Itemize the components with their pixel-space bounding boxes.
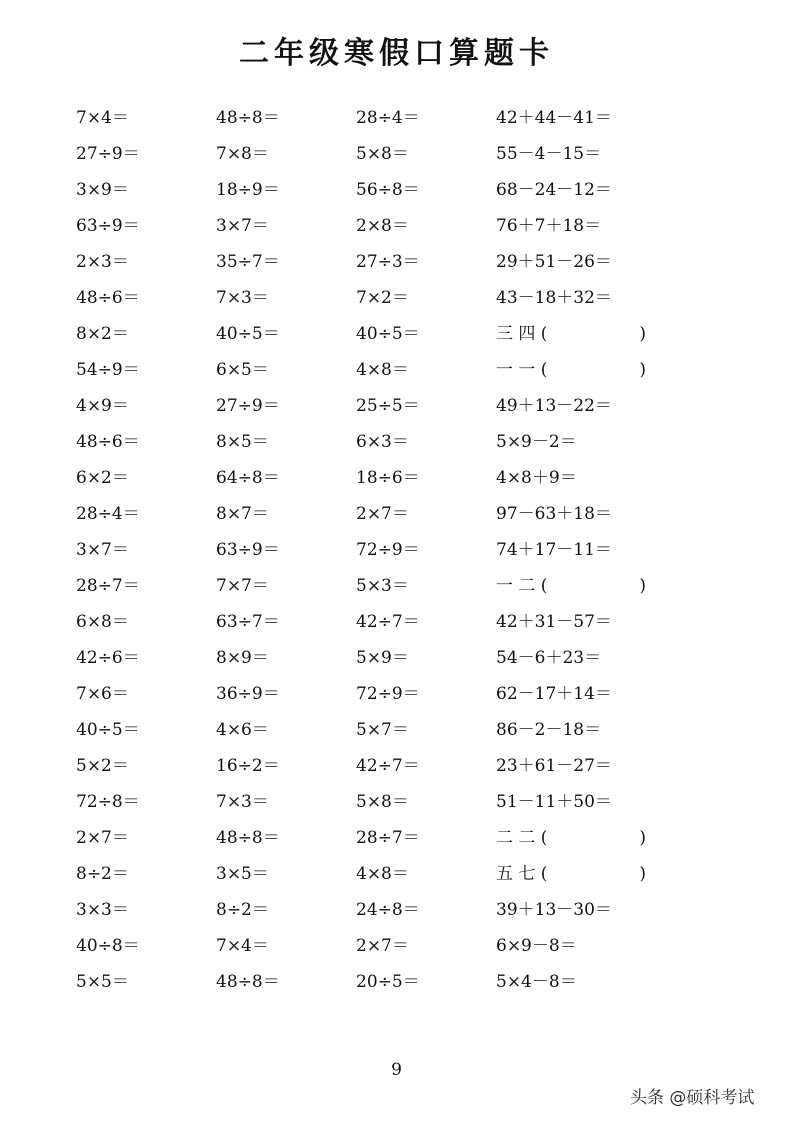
arithmetic-problem: 48÷6＝ [76, 432, 140, 452]
arithmetic-problem: 28÷7＝ [356, 828, 420, 848]
arithmetic-problem: 68－24－12＝ [496, 180, 612, 200]
arithmetic-problem: 27÷9＝ [76, 144, 140, 164]
arithmetic-problem: 62－17＋14＝ [496, 684, 612, 704]
arithmetic-problem: 8×7＝ [216, 504, 269, 524]
arithmetic-problem: 64÷8＝ [216, 468, 280, 488]
arithmetic-problem: 7×4＝ [216, 936, 269, 956]
arithmetic-problem: 5×7＝ [356, 720, 409, 740]
arithmetic-problem: 18÷6＝ [356, 468, 420, 488]
arithmetic-problem: 72÷9＝ [356, 540, 420, 560]
arithmetic-problem: 6×8＝ [76, 612, 129, 632]
arithmetic-problem: 72÷8＝ [76, 792, 140, 812]
arithmetic-problem: 48÷6＝ [76, 288, 140, 308]
closing-paren: ) [639, 324, 646, 344]
fill-in-problem [496, 856, 646, 892]
arithmetic-problem: 2×7＝ [76, 828, 129, 848]
arithmetic-problem: 16÷2＝ [216, 756, 280, 776]
fill-in-problem [496, 820, 646, 856]
arithmetic-problem: 8×9＝ [216, 648, 269, 668]
fill-in-problem [496, 568, 646, 604]
arithmetic-problem: 27÷9＝ [216, 396, 280, 416]
problem-grid [76, 100, 696, 1000]
closing-paren: ) [639, 864, 646, 884]
arithmetic-problem: 6×2＝ [76, 468, 129, 488]
arithmetic-problem: 63÷9＝ [76, 216, 140, 236]
arithmetic-problem: 4×6＝ [216, 720, 269, 740]
fill-in-prompt: 五 七 ( [496, 864, 548, 884]
arithmetic-problem: 5×8＝ [356, 144, 409, 164]
fill-in-prompt: 三 四 ( [496, 324, 548, 344]
arithmetic-problem: 4×8＝ [356, 864, 409, 884]
arithmetic-problem: 63÷7＝ [216, 612, 280, 632]
arithmetic-problem: 7×3＝ [216, 792, 269, 812]
arithmetic-problem: 2×8＝ [356, 216, 409, 236]
page-number: 9 [391, 1060, 402, 1080]
arithmetic-problem: 6×3＝ [356, 432, 409, 452]
arithmetic-problem: 5×2＝ [76, 756, 129, 776]
arithmetic-problem: 28÷4＝ [356, 108, 420, 128]
arithmetic-problem: 48÷8＝ [216, 972, 280, 992]
arithmetic-problem: 76＋7＋18＝ [496, 216, 602, 236]
arithmetic-problem: 7×7＝ [216, 576, 269, 596]
arithmetic-problem: 28÷7＝ [76, 576, 140, 596]
arithmetic-problem: 39＋13－30＝ [496, 900, 612, 920]
arithmetic-problem: 7×4＝ [76, 108, 129, 128]
arithmetic-problem: 43－18＋32＝ [496, 288, 612, 308]
arithmetic-problem: 3×5＝ [216, 864, 269, 884]
arithmetic-problem: 25÷5＝ [356, 396, 420, 416]
arithmetic-problem: 40÷5＝ [76, 720, 140, 740]
arithmetic-problem: 40÷8＝ [76, 936, 140, 956]
arithmetic-problem: 5×9－2＝ [496, 432, 577, 452]
arithmetic-problem: 6×5＝ [216, 360, 269, 380]
arithmetic-problem: 49＋13－22＝ [496, 396, 612, 416]
arithmetic-problem: 74＋17－11＝ [496, 540, 612, 560]
arithmetic-problem: 7×2＝ [356, 288, 409, 308]
arithmetic-problem: 42＋44－41＝ [496, 108, 612, 128]
arithmetic-problem: 72÷9＝ [356, 684, 420, 704]
arithmetic-problem: 3×3＝ [76, 900, 129, 920]
arithmetic-problem: 20÷5＝ [356, 972, 420, 992]
arithmetic-problem: 5×4－8＝ [496, 972, 577, 992]
arithmetic-problem: 3×9＝ [76, 180, 129, 200]
arithmetic-problem: 48÷8＝ [216, 108, 280, 128]
arithmetic-problem: 51－11＋50＝ [496, 792, 612, 812]
arithmetic-problem: 23＋61－27＝ [496, 756, 612, 776]
fill-in-problem [496, 316, 646, 352]
page-title: 二年级寒假口算题卡 [239, 36, 554, 71]
arithmetic-problem: 8÷2＝ [216, 900, 269, 920]
closing-paren: ) [639, 576, 646, 596]
arithmetic-problem: 3×7＝ [216, 216, 269, 236]
arithmetic-problem: 40÷5＝ [216, 324, 280, 344]
arithmetic-problem: 42÷7＝ [356, 612, 420, 632]
watermark: 头条 @硕科考试 [630, 1088, 755, 1108]
arithmetic-problem: 18÷9＝ [216, 180, 280, 200]
arithmetic-problem: 54÷9＝ [76, 360, 140, 380]
arithmetic-problem: 42÷6＝ [76, 648, 140, 668]
arithmetic-problem: 4×8＋9＝ [496, 468, 577, 488]
arithmetic-problem: 2×7＝ [356, 504, 409, 524]
arithmetic-problem: 7×3＝ [216, 288, 269, 308]
arithmetic-problem: 86－2－18＝ [496, 720, 602, 740]
arithmetic-problem: 35÷7＝ [216, 252, 280, 272]
fill-in-prompt: 二 二 ( [496, 828, 548, 848]
arithmetic-problem: 8×2＝ [76, 324, 129, 344]
fill-in-prompt: 一 二 ( [496, 576, 548, 596]
arithmetic-problem: 27÷3＝ [356, 252, 420, 272]
arithmetic-problem: 36÷9＝ [216, 684, 280, 704]
arithmetic-problem: 7×8＝ [216, 144, 269, 164]
arithmetic-problem: 5×9＝ [356, 648, 409, 668]
arithmetic-problem: 42＋31－57＝ [496, 612, 612, 632]
arithmetic-problem: 5×8＝ [356, 792, 409, 812]
arithmetic-problem: 7×6＝ [76, 684, 129, 704]
arithmetic-problem: 63÷9＝ [216, 540, 280, 560]
fill-in-prompt: 一 一 ( [496, 360, 548, 380]
arithmetic-problem: 29＋51－26＝ [496, 252, 612, 272]
arithmetic-problem: 54－6＋23＝ [496, 648, 602, 668]
arithmetic-problem: 56÷8＝ [356, 180, 420, 200]
closing-paren: ) [639, 360, 646, 380]
arithmetic-problem: 8÷2＝ [76, 864, 129, 884]
arithmetic-problem: 6×9－8＝ [496, 936, 577, 956]
arithmetic-problem: 55－4－15＝ [496, 144, 602, 164]
arithmetic-problem: 97－63＋18＝ [496, 504, 612, 524]
arithmetic-problem: 4×9＝ [76, 396, 129, 416]
arithmetic-problem: 40÷5＝ [356, 324, 420, 344]
arithmetic-problem: 24÷8＝ [356, 900, 420, 920]
arithmetic-problem: 28÷4＝ [76, 504, 140, 524]
arithmetic-problem: 4×8＝ [356, 360, 409, 380]
fill-in-problem [496, 352, 646, 388]
arithmetic-problem: 5×5＝ [76, 972, 129, 992]
arithmetic-problem: 42÷7＝ [356, 756, 420, 776]
arithmetic-problem: 8×5＝ [216, 432, 269, 452]
closing-paren: ) [639, 828, 646, 848]
arithmetic-problem: 2×3＝ [76, 252, 129, 272]
arithmetic-problem: 5×3＝ [356, 576, 409, 596]
arithmetic-problem: 2×7＝ [356, 936, 409, 956]
arithmetic-problem: 48÷8＝ [216, 828, 280, 848]
arithmetic-problem: 3×7＝ [76, 540, 129, 560]
